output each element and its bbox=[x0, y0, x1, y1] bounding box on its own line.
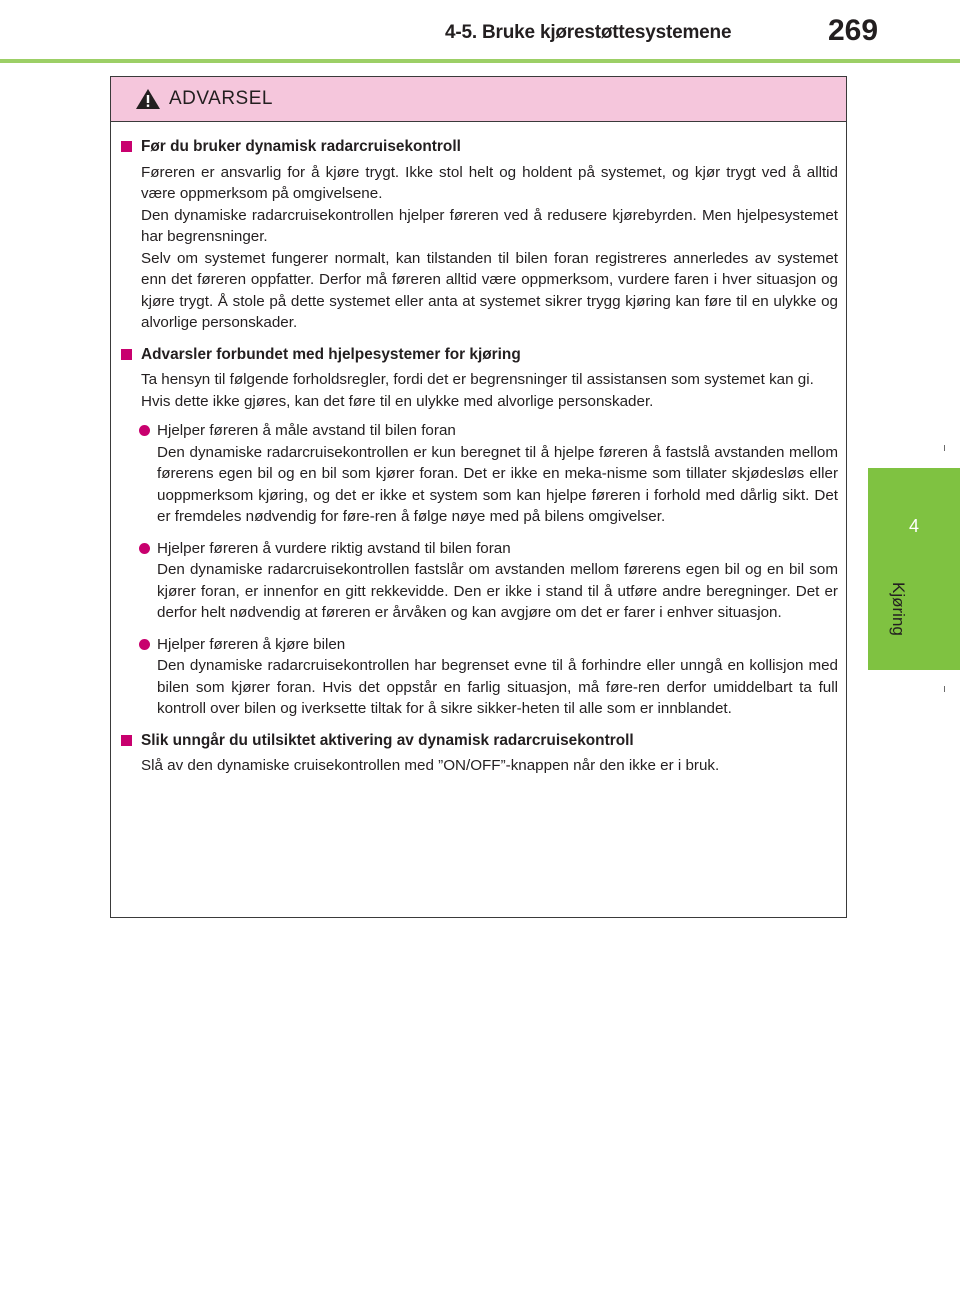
paragraph: Den dynamiske radarcruisekontrollen hjelper føreren ved å redusere kjørebyrden. Men hjelpesystemet har begrensninger. bbox=[141, 206, 838, 245]
chapter-number: 4 bbox=[908, 516, 919, 536]
list-item bbox=[139, 420, 838, 528]
list-item-title: Hjelper føreren å måle avstand til bilen foran bbox=[157, 422, 456, 439]
list-item-content bbox=[157, 634, 838, 720]
section-heading-text: Før du bruker dynamisk radarcruisekontroll bbox=[141, 138, 461, 155]
page-number: 269 bbox=[828, 14, 879, 47]
warning-section bbox=[119, 136, 838, 334]
crop-mark bbox=[944, 445, 945, 451]
warning-section bbox=[119, 730, 838, 777]
list-item-title: Hjelper føreren å vurdere riktig avstand til bilen foran bbox=[157, 539, 511, 557]
paragraph: Slå av den dynamiske cruisekontrollen med ”ON/OFF”-knappen når den ikke er i bruk. bbox=[141, 757, 720, 774]
warning-box bbox=[110, 76, 847, 918]
square-bullet-icon bbox=[121, 735, 132, 746]
section-text bbox=[119, 369, 838, 412]
warning-title: ADVARSEL bbox=[169, 88, 273, 109]
list-item-title: Hjelper føreren å kjøre bilen bbox=[157, 635, 346, 653]
square-bullet-icon bbox=[121, 349, 132, 360]
chapter-label: Kjøring bbox=[889, 582, 908, 636]
warning-section bbox=[119, 344, 838, 720]
section-heading bbox=[119, 730, 838, 752]
paragraph: Hvis dette ikke gjøres, kan det føre til en ulykke med alvorlige personskader. bbox=[141, 392, 654, 410]
paragraph: Selv om systemet fungerer normalt, kan tilstanden til bilen foran registreres annerledes av systemet enn det føreren oppfatter. Derfor må føreren alltid være oppmerksom, vurdere faren i hver situasjon og kjøre trygt. Å stole på dette systemet eller anta at systemet sikrer trygg kjøring kan føre til en ulykke og alvorlige personskader. bbox=[141, 249, 838, 331]
list-item bbox=[139, 634, 838, 720]
warning-body bbox=[111, 122, 846, 777]
bullet-list bbox=[119, 420, 838, 720]
crop-mark bbox=[944, 686, 945, 692]
warning-triangle-icon bbox=[135, 88, 161, 110]
section-heading bbox=[119, 136, 838, 158]
warning-header bbox=[111, 77, 846, 122]
list-item-text: Den dynamiske radarcruisekontrollen er kun beregnet til å hjelpe føreren å fastslå avstanden mellom førerens egen bil og en bil som kjører foran. Det er ikke en meka-nisme som tillater skjødesløs eller uoppmerksom kjøring, og det er ikke et system som kan hjelpe føreren i forhold med dårlig sikt. Det er fremdeles nødvendig for føre-ren å følge nøye med på bilens omgivelser. bbox=[157, 443, 838, 525]
section-title: 4-5. Bruke kjørestøttesystemene bbox=[445, 22, 732, 43]
section-text bbox=[119, 162, 838, 334]
section-heading-text: Advarsler forbundet med hjelpesystemer for kjøring bbox=[141, 345, 521, 363]
round-bullet-icon bbox=[139, 639, 150, 650]
list-item-text: Den dynamiske radarcruisekontrollen har begrenset evne til å forhindre eller unngå en kollisjon med bilen som kjører foran. Hvis det oppstår en farlig situasjon, må føre-ren derfor umiddelbart ta full kontroll over bilen og iverksette tiltak for å sikre sikker-heten til alle som er innblandet. bbox=[157, 657, 838, 717]
square-bullet-icon bbox=[121, 141, 132, 152]
section-heading-text: Slik unngår du utilsiktet aktivering av dynamisk radarcruisekontroll bbox=[141, 731, 634, 749]
round-bullet-icon bbox=[139, 543, 150, 554]
round-bullet-icon bbox=[139, 425, 150, 436]
list-item bbox=[139, 538, 838, 624]
paragraph: Føreren er ansvarlig for å kjøre trygt. Ikke stol helt og holdent på systemet, og kjør trygt ved å alltid være oppmerksom på omgivelsene. bbox=[141, 163, 838, 202]
list-item-text: Den dynamiske radarcruisekontrollen fastslår om avstanden mellom førerens egen bil og en bil som kjører foran, er innenfor en gitt rekkevidde. Den er ikke i stand til å utføre andre beregninger. Det er derfor helt nødvendig at føreren er årvåken og kan avgjøre om det er farer i enhver situasjon. bbox=[157, 561, 838, 621]
list-item-content bbox=[157, 420, 838, 528]
paragraph: Ta hensyn til følgende forholdsregler, fordi det er begrensninger til assistansen som systemet kan gi. bbox=[141, 371, 814, 388]
section-heading bbox=[119, 344, 838, 366]
header-rule bbox=[0, 59, 960, 63]
list-item-content bbox=[157, 538, 838, 624]
chapter-tab[interactable] bbox=[868, 468, 960, 670]
section-text bbox=[119, 755, 838, 777]
